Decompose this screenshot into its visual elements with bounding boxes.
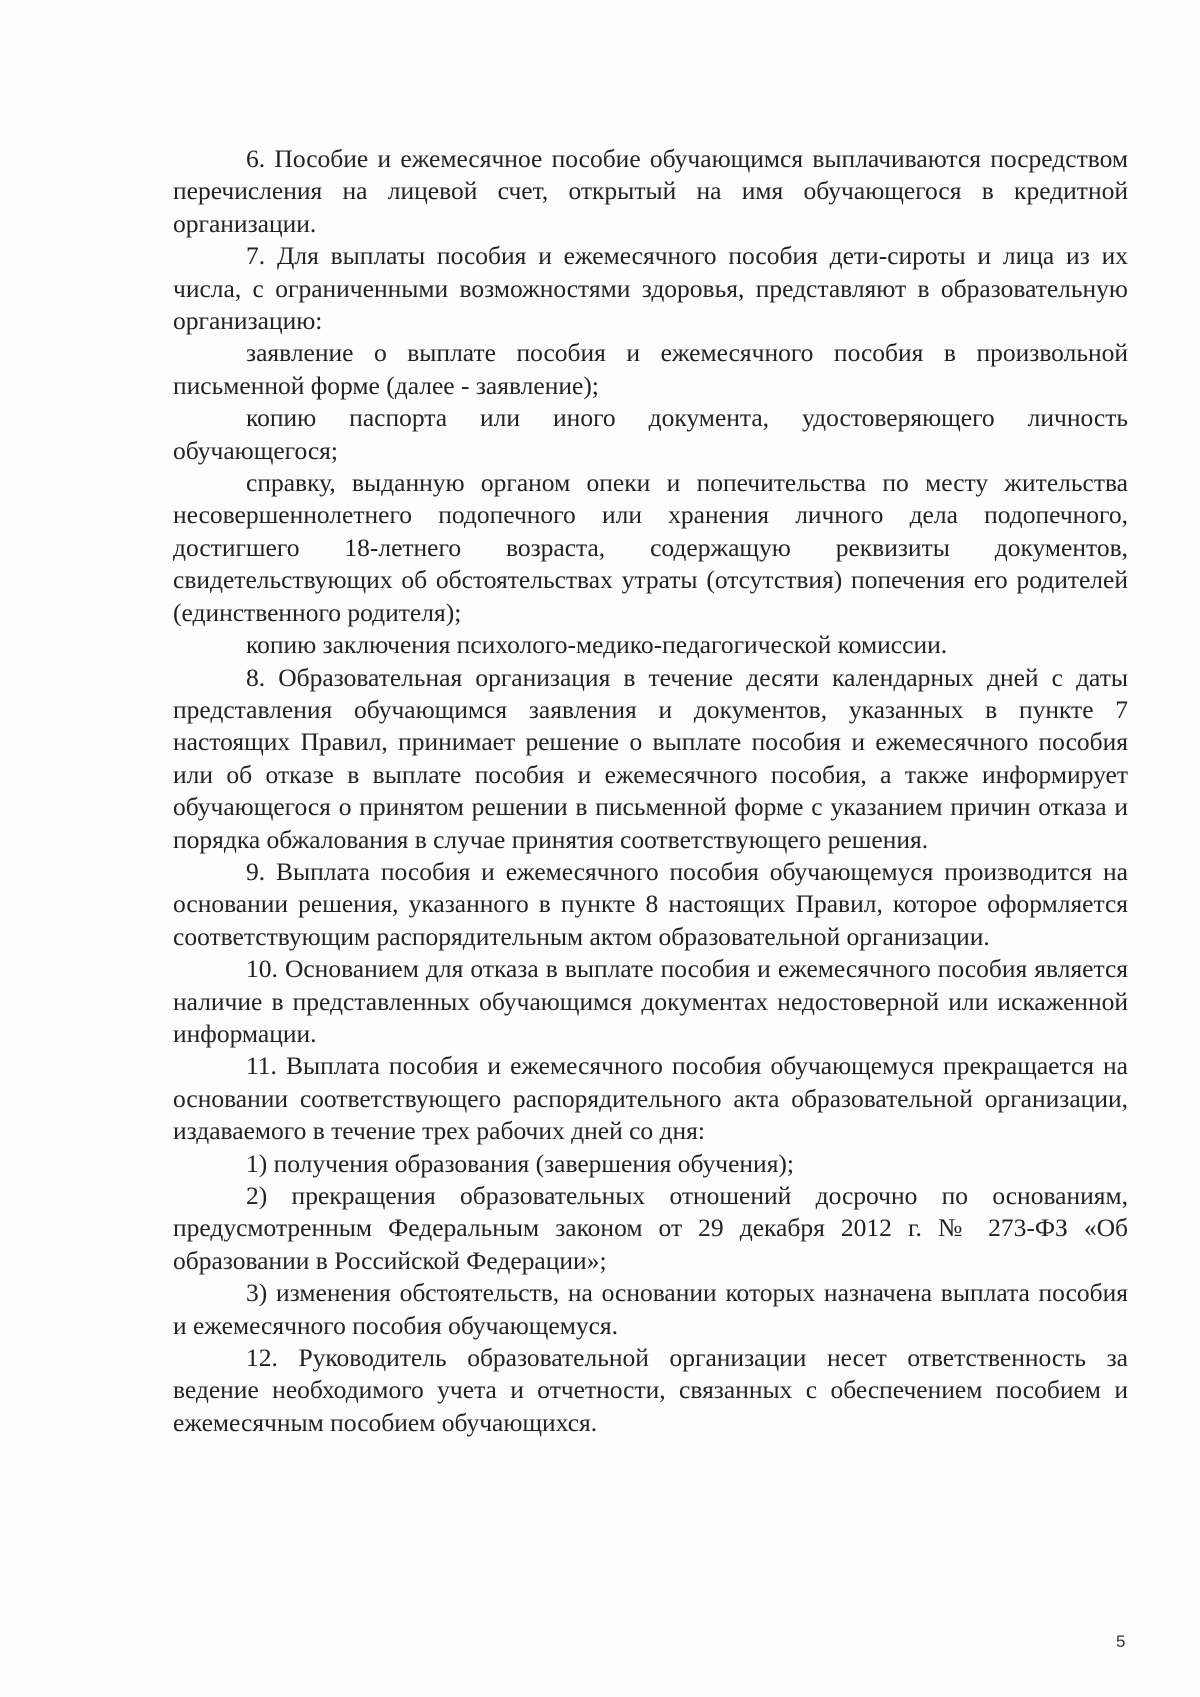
- paragraph-7: 7. Для выплаты пособия и ежемесячного пособия дети-сироты и лица из их числа, с ограниченными возможностями здоровья, представляют в образовательную организацию:: [173, 241, 1128, 336]
- paragraph-9: 9. Выплата пособия и ежемесячного пособия обучающемуся производится на основании решения, указанного в пункте 8 настоящих Правил, которое оформляется соответствующим распорядительным актом образовательной организации.: [173, 856, 1128, 951]
- paragraph-12: 12. Руководитель образовательной организации несет ответственность за ведение необходимого учета и отчетности, связанных с обеспечением пособием и ежемесячным пособием обучающихся.: [173, 1343, 1128, 1437]
- document-body: [173, 143, 1128, 1439]
- paragraph-6: 6. Пособие и ежемесячное пособие обучающимся выплачиваются посредством перечисления на лицевой счет, открытый на имя обучающегося в кредитной организации.: [173, 144, 1128, 238]
- list-item-2: 2) прекращения образовательных отношений досрочно по основаниям, предусмотренным Федеральным законом от 29 декабря 2012 г. № 273-ФЗ «Об образовании в Российской Федерации»;: [173, 1181, 1128, 1275]
- list-item-application: заявление о выплате пособия и ежемесячного пособия в произвольной письменной форме (далее - заявление);: [173, 338, 1128, 400]
- paragraph-8: 8. Образовательная организация в течение десяти календарных дней с даты представления обучающимся заявления и документов, указанных в пункте 7 настоящих Правил, принимает решение о выплате пособия и ежемесячного пособия или об отказе в выплате пособия и ежемесячного пособия, а также информирует обучающегося о принятом решении в письменной форме с указанием причин отказа и порядка обжалования в случае принятия соответствующего решения.: [173, 662, 1128, 854]
- list-item-3: 3) изменения обстоятельств, на основании которых назначена выплата пособия и ежемесячного пособия обучающемуся.: [173, 1278, 1128, 1340]
- list-item-guardianship-certificate: справку, выданную органом опеки и попечительства по месту жительства несовершеннолетнего подопечного или хранения личного дела подопечного, достигшего 18-летнего возраста, содержащую реквизиты документов, свидетельствующих об обстоятельствах утраты (отсутствия) попечения его родителей (единственного родителя);: [173, 468, 1128, 627]
- paragraph-11: 11. Выплата пособия и ежемесячного пособия обучающемуся прекращается на основании соответствующего распорядительного акта образовательной организации, издаваемого в течение трех рабочих дней со дня:: [173, 1051, 1128, 1146]
- page-number: 5: [1116, 1632, 1126, 1651]
- list-item-commission-conclusion: копию заключения психолого-медико-педагогической комиссии.: [246, 630, 948, 660]
- list-item-passport-copy: копию паспорта или иного документа, удостоверяющего личность обучающегося;: [173, 403, 1128, 465]
- paragraph-10: 10. Основанием для отказа в выплате пособия и ежемесячного пособия является наличие в представленных обучающимся документах недостоверной или искаженной информации.: [173, 954, 1128, 1048]
- list-item-1: 1) получения образования (завершения обучения);: [246, 1148, 795, 1178]
